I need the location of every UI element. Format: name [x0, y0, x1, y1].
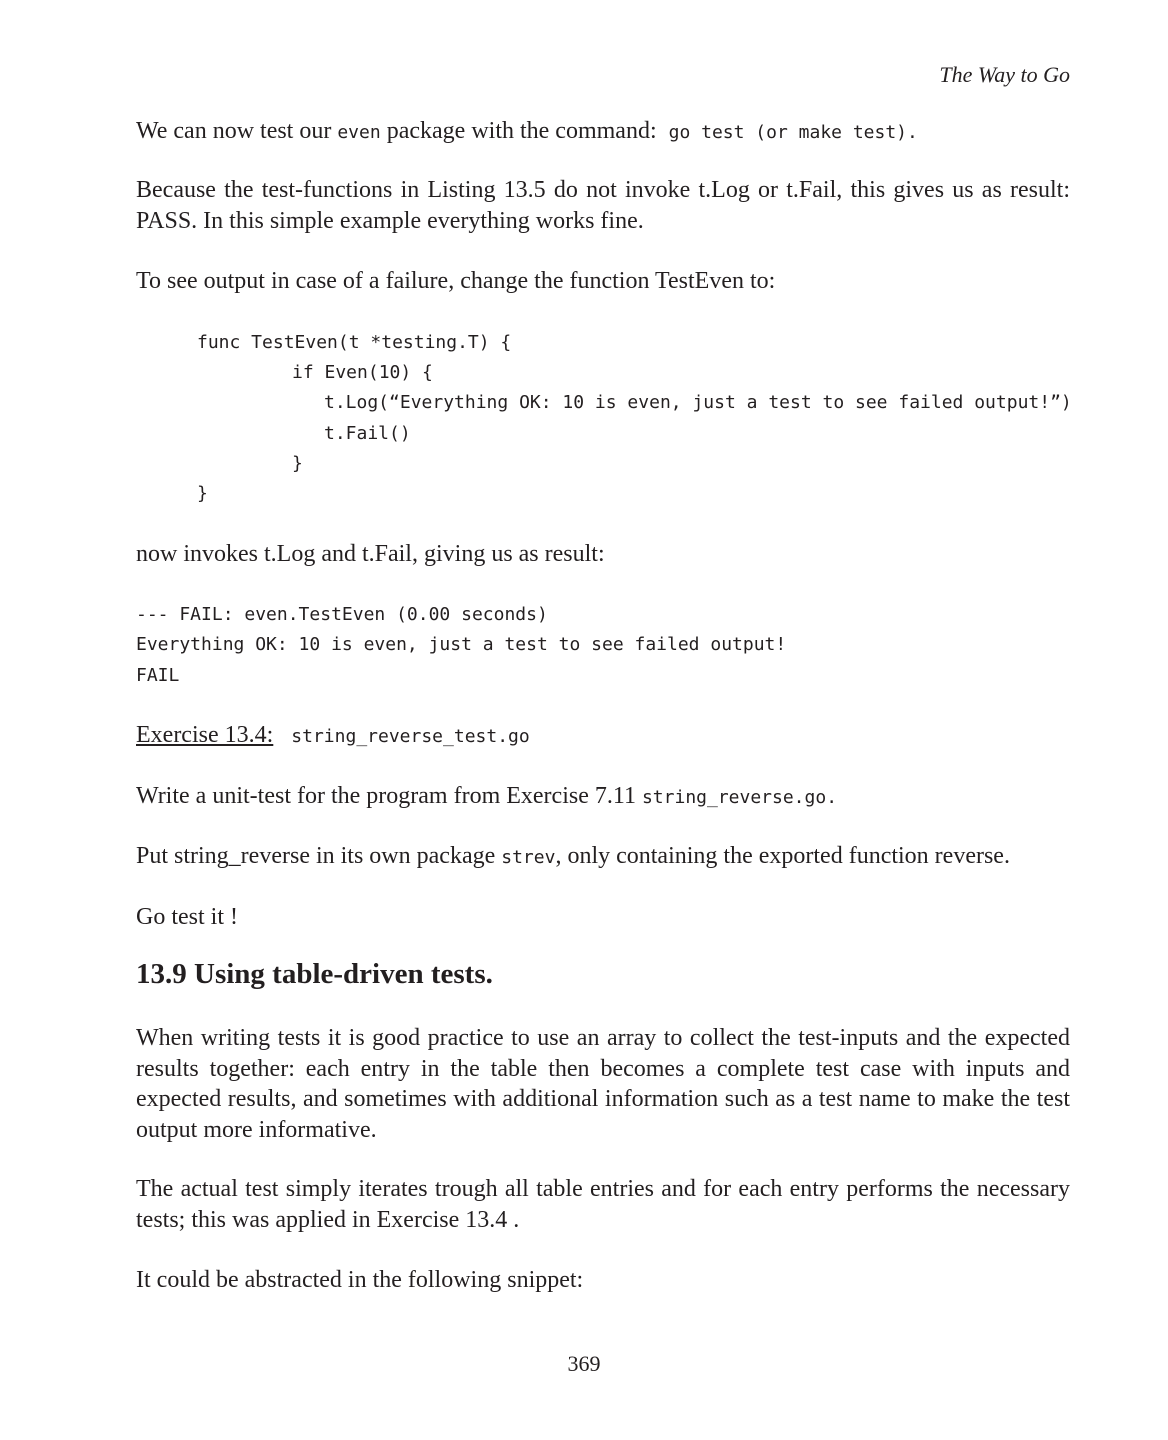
paragraph-test-command: [136, 116, 1070, 149]
section-heading: 13.9 Using table-driven tests.: [136, 958, 493, 990]
code-line: t.Fail(): [324, 423, 411, 444]
code-line: func TestEven(t *testing.T) {: [197, 332, 512, 353]
output-line: FAIL: [136, 665, 180, 686]
running-header: The Way to Go: [939, 62, 1070, 87]
paragraph-text: Write a unit-test for the program from Exercise 7.11: [136, 783, 642, 809]
exercise-filename: string_reverse_test.go: [291, 726, 530, 747]
paragraph-strev: [136, 841, 1070, 874]
paragraph-iterate: The actual test simply iterates trough all table entries and for each entry performs the necessary tests; this was applied in Exercise 13.4 .: [136, 1176, 1070, 1233]
inline-code-even: even: [337, 122, 381, 143]
paragraph-table-driven: When writing tests it is good practice to use an array to collect the test-inputs and the expected results together: each entry in the table then becomes a complete test case with inputs and expected results, and sometimes with additional information such as a test name to make the test output more informative.: [136, 1025, 1070, 1143]
code-line: if Even(10) {: [292, 362, 433, 383]
inline-code-strev: strev: [501, 847, 556, 868]
paragraph-text: We can now test our: [136, 118, 338, 144]
inline-code-string-reverse: string_reverse.go.: [641, 787, 838, 808]
paragraph-text: , only containing the exported function reverse.: [555, 843, 1010, 869]
paragraph-pass-result: Because the test-functions in Listing 13.5 do not invoke t.Log or t.Fail, this gives us as result: PASS. In this simple example everything works fine.: [136, 177, 1070, 234]
paragraph-unit-test: [136, 781, 1070, 814]
code-line: }: [292, 453, 303, 474]
paragraph-text: package with the command:: [380, 118, 657, 144]
paragraph-snippet-intro: It could be abstracted in the following snippet:: [136, 1267, 584, 1293]
output-line: --- FAIL: even.TestEven (0.00 seconds): [136, 604, 548, 625]
paragraph-go-test: Go test it !: [136, 904, 238, 930]
code-line: t.Log(“Everything OK: 10 is even, just a test to see failed output!”): [324, 392, 1072, 413]
code-line: }: [197, 483, 208, 504]
paragraph-text: Put string_reverse in its own package: [136, 843, 502, 869]
output-line: Everything OK: 10 is even, just a test to see failed output!: [136, 634, 787, 655]
exercise-label: Exercise 13.4:: [136, 722, 274, 748]
exercise-line: [136, 720, 1070, 753]
paragraph-failure-intro: To see output in case of a failure, change the function TestEven to:: [136, 268, 776, 294]
page-number: 369: [567, 1351, 601, 1376]
inline-code-go-test: go test (or make test).: [668, 122, 918, 143]
paragraph-fail-result: now invokes t.Log and t.Fail, giving us as result:: [136, 541, 605, 567]
